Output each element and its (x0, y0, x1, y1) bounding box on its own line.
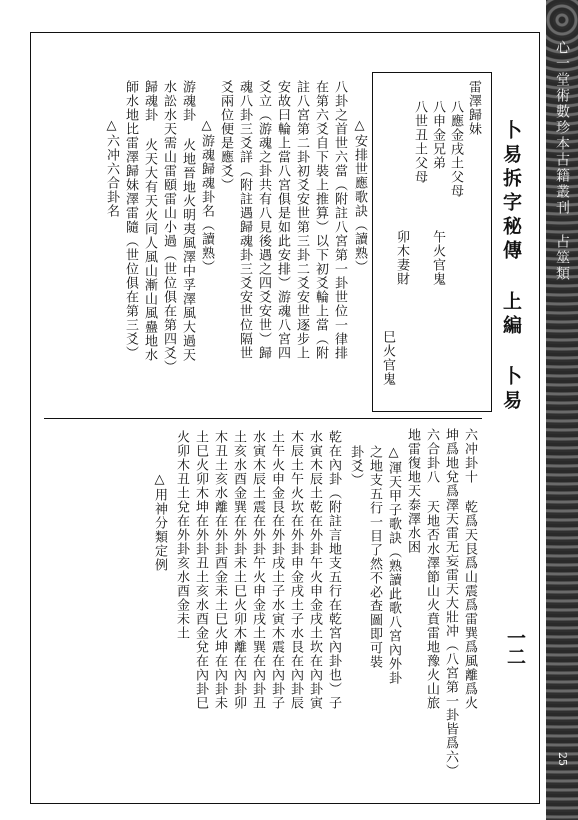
table-column: 巳火官鬼 (380, 330, 395, 386)
text-column: 水訟水天需山雷頤雷山小過（世位俱在第四爻） (161, 80, 176, 374)
text-column: 地雷復地天泰澤水困 (405, 428, 420, 554)
text-column: 師水地比雷澤歸妹澤雷隨（世位俱在第三爻） (123, 80, 138, 360)
text-column: 爻兩位便是應爻） (218, 80, 233, 192)
text-column: 魂八卦三爻詳（附註遇歸魂卦三爻安世位隔世 (237, 80, 252, 360)
section-divider (44, 418, 482, 419)
text-column: 卦爻） (348, 445, 363, 487)
side-page-number: 25 (556, 752, 569, 766)
text-column: 之地支五行一目了然不必查圖即可裝 (367, 445, 382, 669)
text-column: △游魂歸魂卦名（讀熟） (199, 118, 214, 274)
text-column: 土亥水酉金巽在外卦未土巳火卯木離在內卦卯 (231, 430, 246, 710)
page-title: 卜易拆字秘傳 上編 卜易 (500, 120, 522, 414)
series-title: 心一堂術數珍本古籍叢刊 占筮類 (554, 40, 570, 282)
table-column: 八應金戌土父母 (448, 100, 463, 198)
text-column: △渾天甲子歌訣（熟讀此歌八宮內外卦 (386, 445, 401, 685)
text-column: 木丑土亥水離在外卦酉金未土巳火坤在內卦未 (212, 430, 227, 710)
text-column: 木辰土午火坎在外卦申金戌土子水艮在內卦辰 (288, 430, 303, 710)
text-column: 坤爲地兌爲澤天雷无妄雷天大壯冲（八宮第一卦皆爲六） (443, 428, 458, 778)
text-column: △六冲六合卦名 (104, 118, 119, 218)
table-column: 雷澤歸妹 (466, 80, 481, 136)
text-column: 歸魂卦 火天大有天火同人風山漸山風蠱地水 (142, 80, 157, 362)
text-column: 乾在內卦（附註言地支五行在乾宮內卦也）子 (326, 430, 341, 710)
text-column: 在第六爻自下裝上推算）以下初爻輪上當（附 (313, 80, 328, 360)
text-column: 游魂卦 火地晉地火明夷風澤中孚澤風大過天 (180, 80, 195, 362)
text-column: 土午火申金艮在外卦戌土子水寅木震在內卦子 (269, 430, 284, 710)
table-column: 卯木妻財 (394, 230, 409, 286)
table-column: 午火官鬼 (430, 230, 445, 286)
text-column: 八卦之首世六當（附註八宮第一卦世位一律排 (332, 80, 347, 360)
text-column: 六冲卦十 乾爲天艮爲山震爲雷巽爲風離爲火 (462, 428, 477, 710)
table-column: 八世丑土父母 (412, 100, 427, 184)
table-column: 八申金兄弟 (430, 100, 445, 170)
text-column: 爻立（游魂之卦共有八見後遇之四爻安世）歸 (256, 80, 271, 360)
text-column: △安排世應歌訣（讀熟） (352, 118, 367, 274)
text-column: 註八宮第二卦初爻安世第三卦二爻安世逐步上 (294, 80, 309, 360)
page-number: 一二 (504, 628, 526, 666)
text-column: 土巳火卯木坤在外卦丑土亥水酉金兌在內卦巳 (193, 430, 208, 710)
text-column: 火卯木丑土兌在外卦亥水酉金未土 (174, 430, 189, 640)
text-column: 水寅木辰土乾在外卦午火申金戌土坎在內卦寅 (307, 430, 322, 710)
text-column: 六合卦八 天地否水澤節山火賁雷地豫火山旅 (424, 428, 439, 710)
side-strip (546, 0, 578, 820)
text-column: 水寅木辰土震在外卦午火申金戌土巽在內卦丑 (250, 430, 265, 710)
text-column: △用神分類定例 (152, 472, 167, 572)
text-column: 安故曰輪上當八宮俱是如此安排）游魂八宮四 (275, 80, 290, 360)
